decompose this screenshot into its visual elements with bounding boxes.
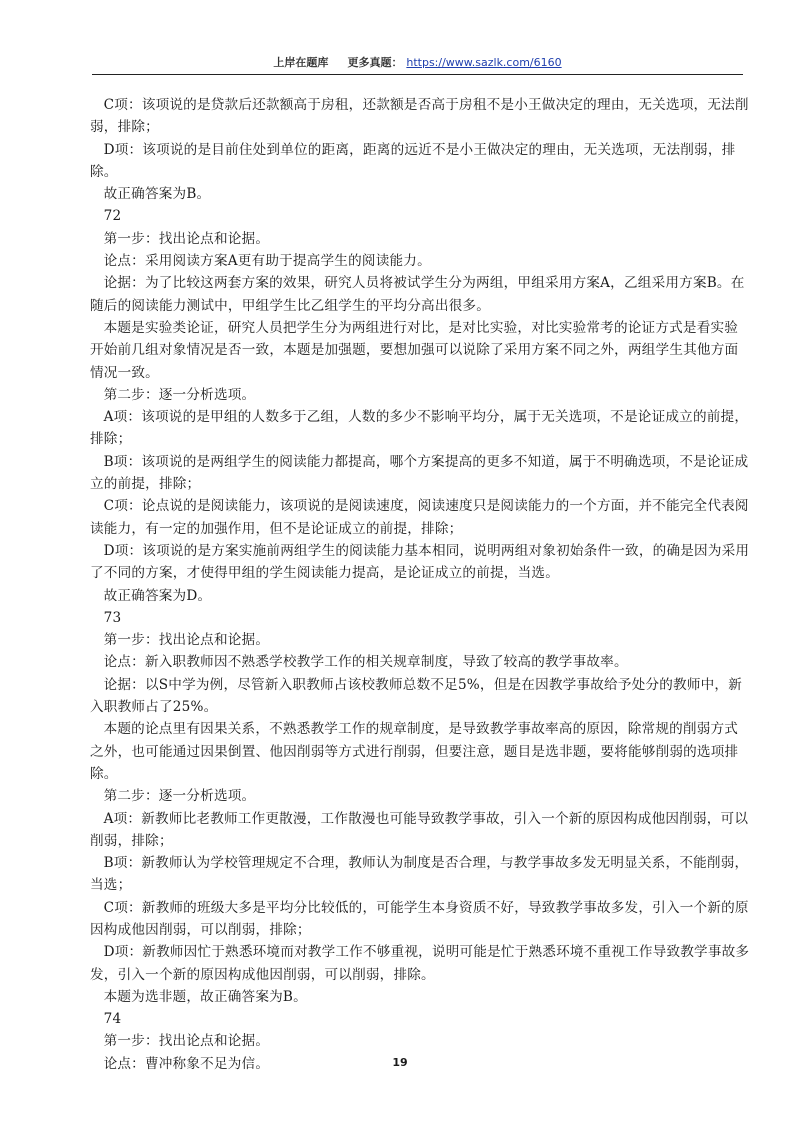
paragraph: 故正确答案为D。 — [103, 587, 212, 604]
paragraph: 论据：为了比较这两套方案的效果，研究人员将被试学生分为两组，甲组采用方案A，乙组采用方案B。在随后的阅读能力测试中，甲组学生比乙组学生的平均分高出很多。 — [90, 275, 745, 314]
paragraph: C项：该项说的是贷款后还款额高于房租，还款额是否高于房租不是小王做决定的理由，无关选项，无法削弱，排除； — [90, 97, 749, 136]
more-label: 更多真题： — [347, 56, 403, 69]
question-number: 74 — [103, 1011, 122, 1028]
paragraph: 第一步：找出论点和论据。 — [103, 1033, 270, 1050]
question-number: 72 — [103, 208, 122, 225]
paragraph: 本题的论点里有因果关系，不熟悉教学工作的规章制度，是导致教学事故率高的原因，除常规的削弱方式之外，也可能通过因果倒置、他因削弱等方式进行削弱，但要注意，题目是选非题，要将能够削弱的选项排除。 — [90, 721, 739, 782]
paragraph: D项：该项说的是目前住处到单位的距离，距离的远近不是小王做决定的理由，无关选项，无法削弱，排除。 — [90, 141, 736, 180]
paragraph: B项：新教师认为学校管理规定不合理，教师认为制度是否合理，与教学事故多发无明显关系，不能削弱，当选； — [90, 855, 749, 894]
header-divider — [92, 74, 743, 75]
paragraph: A项：新教师比老教师工作更散漫，工作散漫也可能导致教学事故，引入一个新的原因构成他因削弱，可以削弱，排除； — [90, 810, 749, 849]
paragraph: 本题为选非题，故正确答案为B。 — [103, 988, 307, 1005]
paragraph: 第一步：找出论点和论据。 — [103, 632, 270, 649]
paragraph: B项：该项说的是两组学生的阅读能力都提高，哪个方案提高的更多不知道，属于不明确选项，不是论证成立的前提，排除； — [90, 453, 749, 493]
header-link[interactable]: https://www.sazlk.com/6160 — [406, 56, 562, 69]
paragraph: D项：该项说的是方案实施前两组学生的阅读能力基本相同，说明两组对象初始条件一致，的确是因为采用了不同的方案，才使得甲组的学生阅读能力提高，是论证成立的前提，当选。 — [90, 542, 750, 582]
paragraph: 第二步：逐一分析选项。 — [103, 386, 256, 403]
site-name: 上岸在题库 — [273, 56, 329, 69]
paragraph: C项：新教师的班级大多是平均分比较低的，可能学生本身资质不好，导致教学事故多发，引入一个新的原因构成他因削弱，可以削弱，排除； — [90, 899, 749, 938]
paragraph: 故正确答案为B。 — [103, 186, 211, 203]
paragraph: 论据：以S中学为例，尽管新入职教师占该校教师总数不足5%，但是在因教学事故给予处分的教师中，新入职教师占了25%。 — [90, 676, 742, 716]
paragraph: 第一步：找出论点和论据。 — [103, 230, 270, 247]
paragraph: C项：论点说的是阅读能力，该项说的是阅读速度，阅读速度只是阅读能力的一个方面，并不能完全代表阅读能力，有一定的加强作用，但不是论证成立的前提，排除； — [90, 498, 749, 537]
paragraph: 第二步：逐一分析选项。 — [103, 788, 256, 805]
document-body — [90, 94, 750, 1075]
paragraph: 论点：曹冲称象不足为信。 — [103, 1055, 270, 1072]
question-number: 73 — [103, 609, 122, 626]
page-number: 19 — [392, 1056, 408, 1069]
paragraph: D项：新教师因忙于熟悉环境而对教学工作不够重视，说明可能是忙于熟悉环境不重视工作导致教学事故多发，引入一个新的原因构成他因削弱，可以削弱，排除。 — [90, 944, 750, 983]
page-header — [92, 54, 743, 70]
paragraph: A项：该项说的是甲组的人数多于乙组，人数的多少不影响平均分，属于无关选项，不是论证成立的前提，排除； — [90, 409, 749, 448]
paragraph: 本题是实验类论证，研究人员把学生分为两组进行对比，是对比实验，对比实验常考的论证方式是看实验开始前几组对象情况是否一致，本题是加强题，要想加强可以说除了采用方案不同之外，两组学生其他方面情况一致。 — [90, 319, 739, 381]
paragraph: 论点：采用阅读方案A更有助于提高学生的阅读能力。 — [103, 253, 431, 270]
paragraph: 论点：新入职教师因不熟悉学校教学工作的相关规章制度，导致了较高的教学事故率。 — [103, 654, 628, 671]
